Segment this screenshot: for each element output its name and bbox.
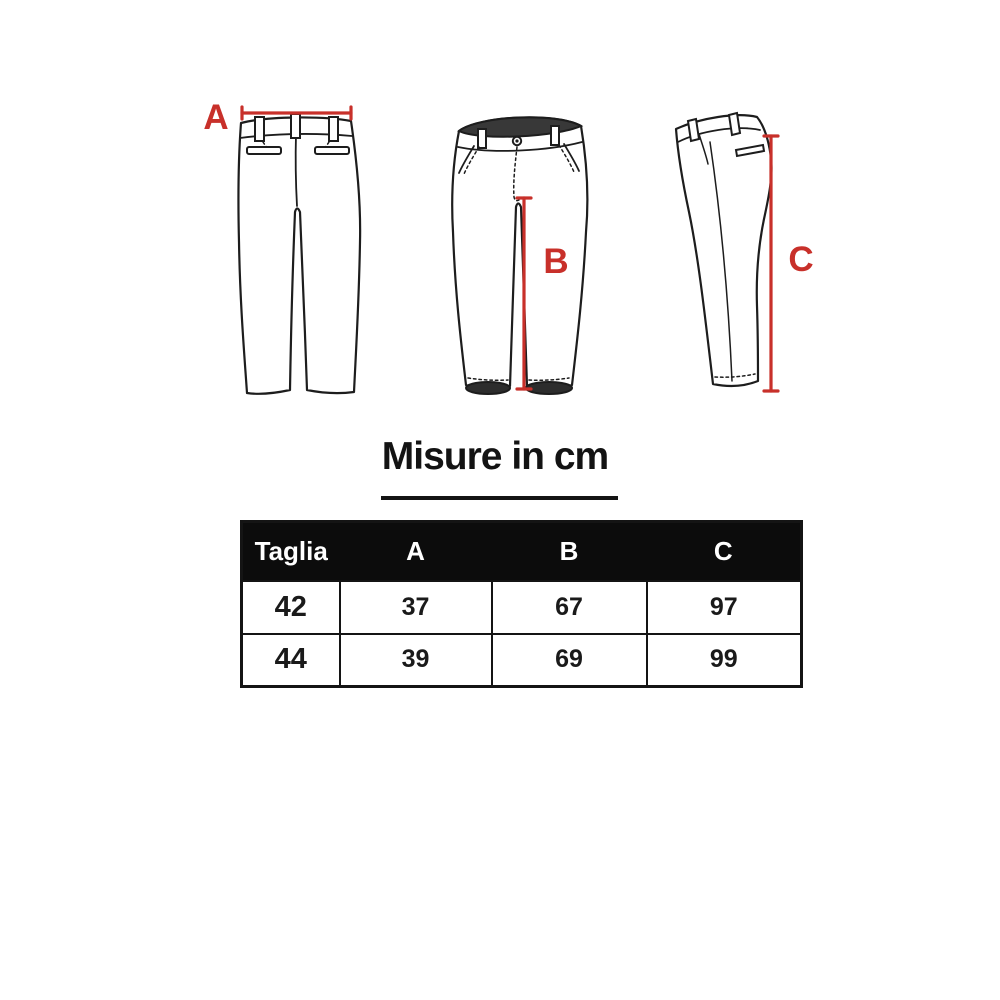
header-a: A <box>340 522 492 581</box>
back-pocket <box>247 147 281 154</box>
pants-measurement-diagram <box>0 0 1000 430</box>
title-underline <box>381 496 618 500</box>
cell-a: 39 <box>340 634 492 687</box>
header-taglia: Taglia <box>242 522 340 581</box>
header-b: B <box>492 522 647 581</box>
belt-loop <box>329 117 338 141</box>
measure-label-b: B <box>543 242 569 281</box>
belt-loop <box>688 119 699 141</box>
pants-back-view-drawing <box>238 114 360 394</box>
belt-loop <box>551 126 559 145</box>
cell-b: 67 <box>492 581 647 634</box>
pants-side-view-drawing <box>676 113 772 386</box>
belt-loop <box>255 117 264 141</box>
cell-taglia: 42 <box>242 581 340 634</box>
belt-loop <box>478 129 486 148</box>
header-c: C <box>647 522 802 581</box>
leg-hem <box>526 382 572 394</box>
table-row-size-44 <box>242 634 802 687</box>
cell-b: 69 <box>492 634 647 687</box>
size-table <box>240 520 803 688</box>
cell-c: 99 <box>647 634 802 687</box>
measure-label-c: C <box>788 240 814 279</box>
cell-c: 97 <box>647 581 802 634</box>
back-pocket <box>315 147 349 154</box>
table-header-row <box>242 522 802 581</box>
belt-loop <box>729 113 740 135</box>
measure-label-a: A <box>203 98 229 137</box>
leg-hem <box>466 382 510 394</box>
table-row-size-42 <box>242 581 802 634</box>
cell-a: 37 <box>340 581 492 634</box>
belt-loop <box>291 114 300 138</box>
page-title: Misure in cm <box>381 435 609 478</box>
cell-taglia: 44 <box>242 634 340 687</box>
